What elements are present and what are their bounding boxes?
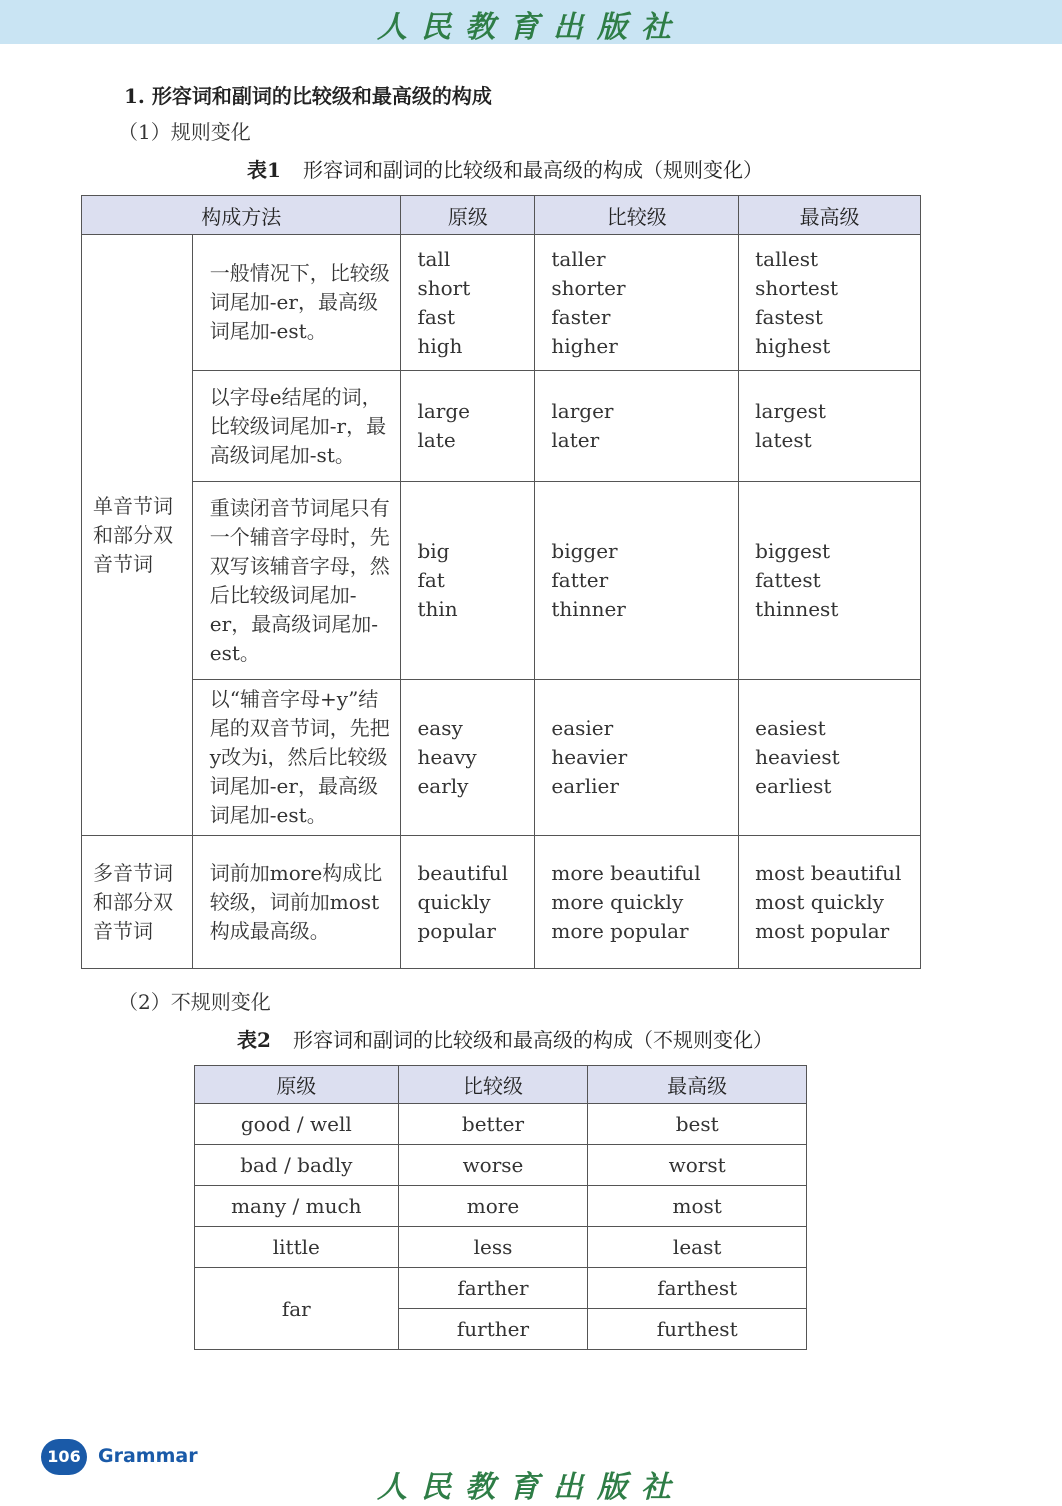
word-item: fastest: [755, 304, 823, 329]
word-item: later: [551, 428, 600, 452]
comparative-cell: more: [398, 1186, 588, 1227]
base-cell: [401, 680, 535, 836]
base-cell: bad / badly: [195, 1145, 399, 1186]
word-item: quickly: [417, 889, 491, 914]
word-item: easiest: [755, 716, 826, 740]
word-item: largest: [755, 399, 826, 423]
method-cell: 以“辅音字母+y”结尾的双音节词，先把y改为i，然后比较级词尾加-er，最高级词尾加-est。: [192, 680, 401, 836]
irregular-comparison-table: [194, 1065, 807, 1350]
table-row: [195, 1227, 807, 1268]
table1-caption: [0, 154, 1010, 183]
word-item: tallest: [755, 246, 819, 271]
method-cell: 词前加more构成比较级，词前加most构成最高级。: [192, 836, 401, 969]
word-item: heavier: [551, 745, 628, 769]
header-bar: [0, 0, 1062, 44]
table2-caption-number: 表2: [237, 1028, 271, 1052]
base-cell: good / well: [195, 1104, 399, 1145]
header-base: 原级: [195, 1066, 399, 1104]
table1-caption-number: 表1: [247, 158, 281, 182]
superlative-cell: [739, 235, 921, 371]
comparative-cell: better: [398, 1104, 588, 1145]
word-item: larger: [551, 399, 614, 423]
base-cell: many / much: [195, 1186, 399, 1227]
word-item: easier: [551, 716, 614, 740]
word-item: most quickly: [755, 889, 884, 914]
table-row: [195, 1145, 807, 1186]
word-item: more quickly: [551, 889, 684, 914]
word-item: most beautiful: [755, 860, 902, 885]
word-item: thinner: [551, 597, 626, 621]
comparative-cell: [535, 235, 739, 371]
table-header-row: [82, 196, 921, 235]
table-row: [82, 680, 921, 836]
table2-caption-text: 形容词和副词的比较级和最高级的构成（不规则变化）: [292, 1028, 773, 1052]
publisher-logo-footer: 人民教育出版社: [377, 1470, 685, 1505]
publisher-logo: 人民教育出版社: [377, 10, 685, 45]
header-method: 构成方法: [82, 196, 401, 235]
superlative-cell: best: [588, 1104, 807, 1145]
word-item: easy: [417, 716, 463, 740]
word-item: thinnest: [755, 597, 839, 621]
comparative-cell: [535, 482, 739, 680]
superlative-cell: furthest: [588, 1309, 807, 1350]
word-item: late: [417, 428, 456, 452]
method-cell: 重读闭音节词尾只有一个辅音字母时，先双写该辅音字母，然后比较级词尾加-er，最高级词尾加-est。: [192, 482, 401, 680]
category-cell: 多音节词和部分双音节词: [82, 836, 193, 969]
word-item: faster: [551, 304, 611, 329]
word-item: more beautiful: [551, 860, 701, 885]
word-item: heaviest: [755, 745, 840, 769]
table-header-row: [195, 1066, 807, 1104]
method-cell: 一般情况下，比较级词尾加-er，最高级词尾加-est。: [192, 235, 401, 371]
word-item: fast: [417, 304, 456, 329]
word-item: more popular: [551, 918, 689, 943]
page-number-badge: 106: [41, 1439, 87, 1475]
superlative-cell: most: [588, 1186, 807, 1227]
base-cell: [401, 482, 535, 680]
table-row: [82, 482, 921, 680]
base-cell: far: [195, 1268, 399, 1350]
method-cell: 以字母e结尾的词，比较级词尾加-r，最高级词尾加-st。: [192, 371, 401, 482]
word-item: big: [417, 539, 450, 563]
subsection-irregular: （2）不规则变化: [118, 990, 271, 1014]
base-cell: [401, 235, 535, 371]
regular-comparison-table: [81, 195, 921, 969]
base-cell: [401, 836, 535, 969]
word-item: thin: [417, 597, 458, 621]
superlative-cell: [739, 680, 921, 836]
header-superlative: 最高级: [588, 1066, 807, 1104]
comparative-cell: [535, 371, 739, 482]
word-item: highest: [755, 333, 831, 358]
word-item: taller: [551, 246, 606, 271]
table-row: [195, 1268, 807, 1309]
word-item: fat: [417, 568, 445, 592]
word-item: popular: [417, 918, 496, 943]
table-row: [82, 235, 921, 371]
category-cell: 单音节词和部分双音节词: [82, 235, 193, 836]
word-item: most popular: [755, 918, 890, 943]
word-item: fatter: [551, 568, 609, 592]
base-cell: [401, 371, 535, 482]
footer-section-label: Grammar: [98, 1445, 198, 1467]
word-item: earlier: [551, 774, 619, 798]
section-title: 1. 形容词和副词的比较级和最高级的构成: [124, 84, 492, 108]
word-item: fattest: [755, 568, 821, 592]
table1-caption-text: 形容词和副词的比较级和最高级的构成（规则变化）: [302, 158, 763, 182]
superlative-cell: worst: [588, 1145, 807, 1186]
word-item: beautiful: [417, 860, 509, 885]
header-base: 原级: [401, 196, 535, 235]
comparative-cell: further: [398, 1309, 588, 1350]
word-item: high: [417, 333, 463, 358]
base-cell: little: [195, 1227, 399, 1268]
word-item: early: [417, 774, 469, 798]
word-item: earliest: [755, 774, 832, 798]
superlative-cell: [739, 836, 921, 969]
subsection-regular: （1）规则变化: [118, 120, 251, 144]
word-item: shortest: [755, 275, 839, 300]
table-row: [82, 836, 921, 969]
word-item: shorter: [551, 275, 626, 300]
header-comparative: 比较级: [535, 196, 739, 235]
superlative-cell: least: [588, 1227, 807, 1268]
superlative-cell: farthest: [588, 1268, 807, 1309]
header-superlative: 最高级: [739, 196, 921, 235]
header-comparative: 比较级: [398, 1066, 588, 1104]
table-row: [195, 1186, 807, 1227]
table2-caption: [0, 1024, 1010, 1053]
table-row: [82, 371, 921, 482]
comparative-cell: worse: [398, 1145, 588, 1186]
table-row: [195, 1104, 807, 1145]
word-item: large: [417, 399, 470, 423]
word-item: latest: [755, 428, 812, 452]
superlative-cell: [739, 482, 921, 680]
word-item: heavy: [417, 745, 477, 769]
word-item: tall: [417, 246, 451, 271]
word-item: higher: [551, 333, 618, 358]
word-item: biggest: [755, 539, 831, 563]
comparative-cell: less: [398, 1227, 588, 1268]
comparative-cell: farther: [398, 1268, 588, 1309]
word-item: bigger: [551, 539, 618, 563]
comparative-cell: [535, 680, 739, 836]
word-item: short: [417, 275, 471, 300]
comparative-cell: [535, 836, 739, 969]
superlative-cell: [739, 371, 921, 482]
